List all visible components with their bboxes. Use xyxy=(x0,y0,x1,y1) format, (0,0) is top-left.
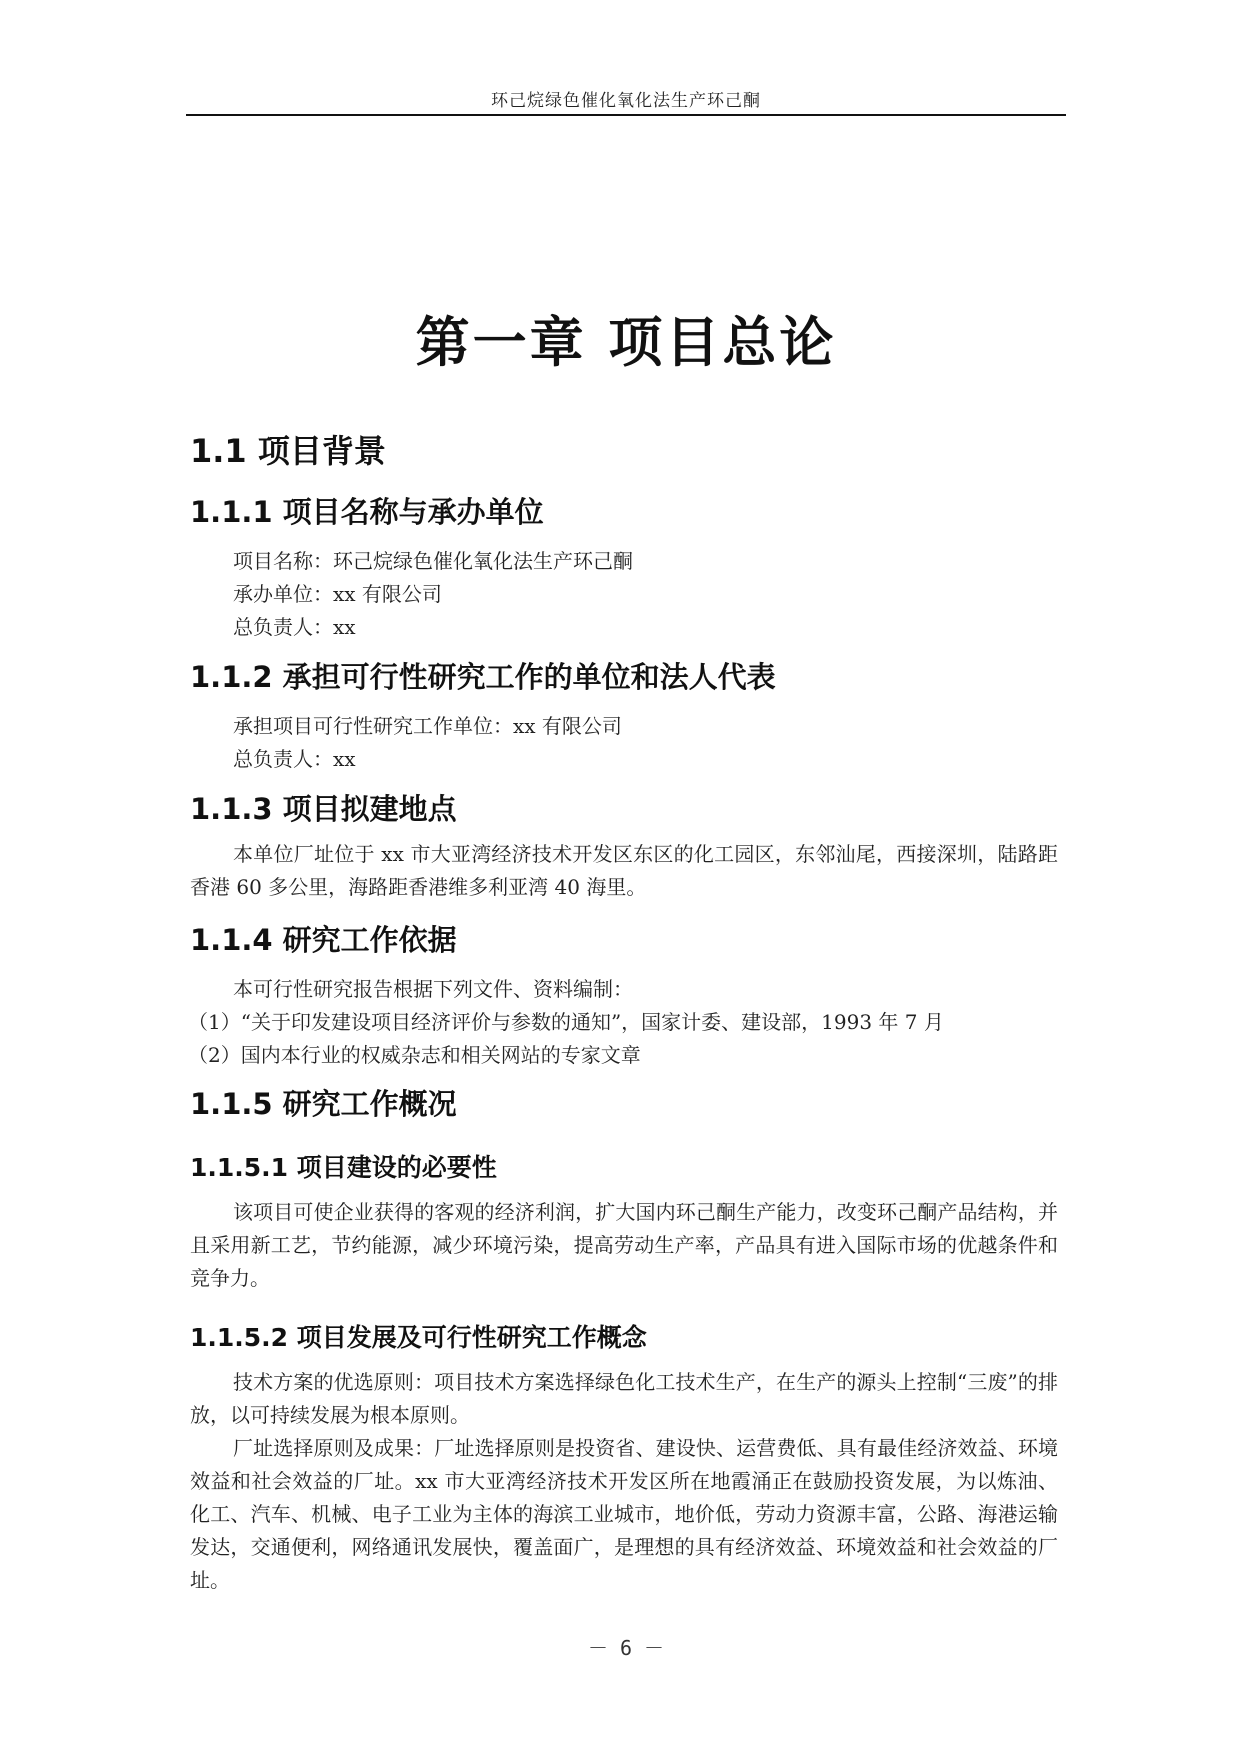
section-heading-1-1: 1.1 项目背景 xyxy=(190,432,386,470)
basis-item-1: （1）“关于印发建设项目经济评价与参数的通知”，国家计委、建设部，1993 年 7 月 xyxy=(188,1010,944,1034)
project-name-line: 项目名称：环己烷绿色催化氧化法生产环己酮 xyxy=(233,549,633,573)
section-heading-1-1-4: 1.1.4 研究工作依据 xyxy=(190,923,457,957)
section-heading-1-1-1: 1.1.1 项目名称与承办单位 xyxy=(190,495,544,529)
running-header: 环己烷绿色催化氧化法生产环己酮 xyxy=(491,91,761,111)
basis-item-2: （2）国内本行业的权威杂志和相关网站的专家文章 xyxy=(188,1043,641,1067)
chief-person-line: 总负责人：xx xyxy=(233,615,356,639)
research-chief-line: 总负责人：xx xyxy=(233,747,356,771)
section-heading-1-1-5: 1.1.5 研究工作概况 xyxy=(190,1087,457,1121)
header-rule xyxy=(186,114,1066,116)
research-unit-line: 承担项目可行性研究工作单位：xx 有限公司 xyxy=(233,714,622,738)
section-heading-1-1-3: 1.1.3 项目拟建地点 xyxy=(190,792,457,826)
host-unit-line: 承办单位：xx 有限公司 xyxy=(233,582,442,606)
chapter-title: 第一章 项目总论 xyxy=(415,311,837,374)
section-heading-1-1-2: 1.1.2 承担可行性研究工作的单位和法人代表 xyxy=(190,660,776,694)
section-heading-1-1-5-2: 1.1.5.2 项目发展及可行性研究工作概念 xyxy=(190,1323,647,1352)
site-paragraph: 本单位厂址位于 xx 市大亚湾经济技术开发区东区的化工园区，东邻汕尾，西接深圳，陆路距香港 60 多公里，海路距香港维多利亚湾 40 海里。 xyxy=(190,842,1058,899)
section-heading-1-1-5-1: 1.1.5.1 项目建设的必要性 xyxy=(190,1153,497,1182)
basis-intro-line: 本可行性研究报告根据下列文件、资料编制： xyxy=(233,977,633,1001)
site-selection-paragraph: 厂址选择原则及成果：厂址选择原则是投资省、建设快、运营费低、具有最佳经济效益、环境效益和社会效益的厂址。xx 市大亚湾经济技术开发区所在地霞涌正在鼓励投资发展，为以炼油、化工、汽车、机械、电子工业为主体的海滨工业城市，地价低，劳动力资源丰富，公路、海港运输发达，交通便利，网络通讯发展快，覆盖面广，是理想的具有经济效益、环境效益和社会效益的厂址。 xyxy=(190,1436,1058,1592)
tech-principle-paragraph: 技术方案的优选原则：项目技术方案选择绿色化工技术生产，在生产的源头上控制“三废”的排放，以可持续发展为根本原则。 xyxy=(190,1370,1058,1427)
page-number: － 6 － xyxy=(587,1636,665,1660)
necessity-paragraph: 该项目可使企业获得的客观的经济利润，扩大国内环己酮生产能力，改变环己酮产品结构，并且采用新工艺，节约能源，减少环境污染，提高劳动生产率，产品具有进入国际市场的优越条件和竞争力。 xyxy=(190,1200,1058,1290)
